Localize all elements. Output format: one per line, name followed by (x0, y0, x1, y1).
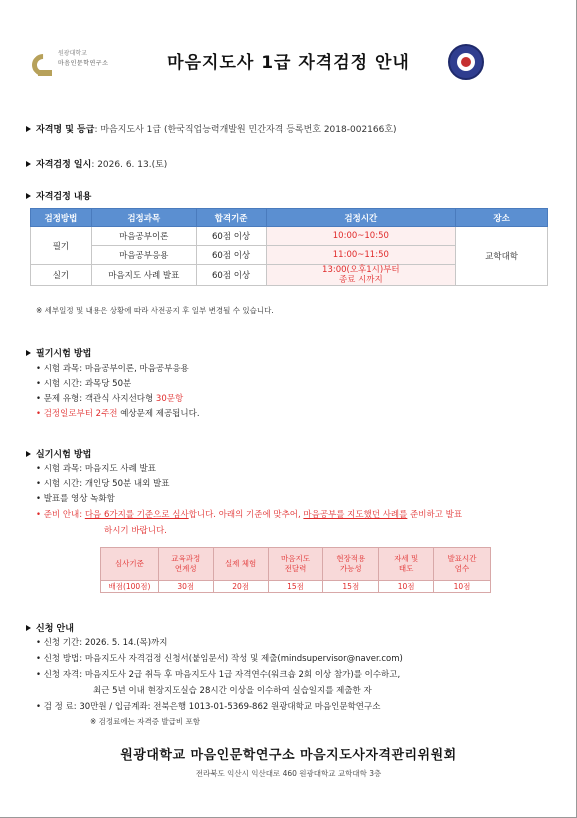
list-item: • 신청 자격: 마음지도사 2급 취득 후 마음지도사 1급 자격연수(워크숍 2회 이상 참가)를 이수하고, (36, 670, 401, 680)
time-cell: 11:00~11:50 (266, 246, 456, 265)
criteria-cell: 60점 이상 (196, 227, 266, 246)
page-title: 마음지도사 1급 자격검정 안내 (167, 53, 410, 73)
score-header: 실제 체험 (213, 548, 268, 581)
section-application: 신청 안내 (26, 621, 74, 634)
fee-note: ※ 검정료에는 자격증 발급비 포함 (90, 717, 201, 726)
list-item: • 검정일로부터 2주전 예상문제 제공됩니다. (36, 409, 200, 419)
list-item-continued: 하시기 바랍니다. (104, 526, 167, 536)
header-subject: 검정과목 (91, 209, 196, 227)
section-qualification: 자격명 및 등급: 마음지도사 1급 (한국직업능력개발원 민간자격 등록번호 2018-002166호) (26, 122, 397, 135)
triangle-bullet-icon (26, 126, 31, 132)
score-value: 30점 (158, 581, 213, 593)
table-row (31, 227, 548, 246)
table-row (101, 581, 491, 593)
score-header: 마음지도 전달력 (268, 548, 323, 581)
header-criteria: 합격기준 (196, 209, 266, 227)
criteria-cell: 60점 이상 (196, 246, 266, 265)
list-item: • 발표를 영상 녹화함 (36, 494, 115, 504)
list-item-continued: 최근 5년 이내 현장지도실습 28시간 이상을 이수하여 실습일지를 제출한 자 (93, 686, 372, 696)
scoring-criteria-table (100, 547, 491, 593)
score-header: 심사기준 (101, 548, 159, 581)
triangle-bullet-icon (26, 451, 31, 457)
time-cell: 10:00~10:50 (266, 227, 456, 246)
score-value: 15점 (268, 581, 323, 593)
subject-cell: 마음공부응용 (91, 246, 196, 265)
score-header: 교육과정 연계성 (158, 548, 213, 581)
score-header: 현장적용 가능성 (323, 548, 379, 581)
section-practical-exam: 실기시험 방법 (26, 447, 91, 460)
logo-university-text: 원광대학교 (58, 50, 87, 57)
triangle-bullet-icon (26, 193, 31, 199)
subject-cell: 마음지도 사례 발표 (91, 265, 196, 286)
score-value: 10점 (379, 581, 434, 593)
triangle-bullet-icon (26, 161, 31, 167)
list-item: • 시험 시간: 과목당 50분 (36, 379, 132, 389)
header-time: 검정시간 (266, 209, 456, 227)
section-written-exam: 필기시험 방법 (26, 346, 91, 359)
subject-cell: 마음공부이론 (91, 227, 196, 246)
score-header: 자세 및 태도 (379, 548, 434, 581)
organization-address: 전라북도 익산시 익산대로 460 원광대학교 교학대학 3층 (195, 769, 382, 778)
criteria-cell: 60점 이상 (196, 265, 266, 286)
score-value: 15점 (323, 581, 379, 593)
list-item: • 시험 과목: 마음지도 사례 발표 (36, 464, 156, 474)
triangle-bullet-icon (26, 350, 31, 356)
schedule-note: ※ 세부일정 및 내용은 상황에 따라 사전공지 후 일부 변경될 수 있습니다. (36, 306, 274, 315)
list-item: • 신청 기간: 2026. 5. 14.(목)까지 (36, 638, 168, 648)
time-cell: 13:00(오후1시)부터 종료 시까지 (266, 265, 456, 286)
method-written: 필기 (31, 227, 92, 265)
organization-name: 원광대학교 마음인문학연구소 마음지도사자격관리위원회 (120, 748, 457, 763)
table-header-row (101, 548, 491, 581)
logo-institute-text: 마음인문학연구소 (58, 60, 109, 67)
score-value: 10점 (434, 581, 491, 593)
list-item: • 준비 안내: 다음 6가지를 기준으로 심사합니다. 아래의 기준에 맞추어, 마음공부를 지도했던 사례를 준비하고 발표 (36, 510, 463, 520)
list-item: • 시험 시간: 개인당 50분 내외 발표 (36, 479, 170, 489)
place-cell: 교학대학 (456, 227, 548, 286)
list-item: • 신청 방법: 마음지도사 자격검정 신청서(붙임문서) 작성 및 제출(mindsupervisor@naver.com) (36, 654, 403, 664)
header-place: 장소 (456, 209, 548, 227)
score-value: 20점 (213, 581, 268, 593)
table-header-row (31, 209, 548, 227)
score-value: 배점(100점) (101, 581, 159, 593)
list-item: • 검 정 료: 30만원 / 입금계좌: 전북은행 1013-01-5369-862 원광대학교 마음인문학연구소 (36, 702, 381, 712)
section-exam-content: 자격검정 내용 (26, 189, 91, 202)
university-seal-icon (448, 44, 484, 80)
score-header: 발표시간 엄수 (434, 548, 491, 581)
section-exam-date: 자격검정 일시: 2026. 6. 13.(토) (26, 157, 167, 170)
list-item: • 문제 유형: 객관식 사지선다형 30문항 (36, 394, 184, 404)
triangle-bullet-icon (26, 625, 31, 631)
exam-schedule-table (30, 208, 548, 286)
method-practical: 실기 (31, 265, 92, 286)
list-item: • 시험 과목: 마음공부이론, 마음공부응용 (36, 364, 189, 374)
header-method: 검정방법 (31, 209, 92, 227)
